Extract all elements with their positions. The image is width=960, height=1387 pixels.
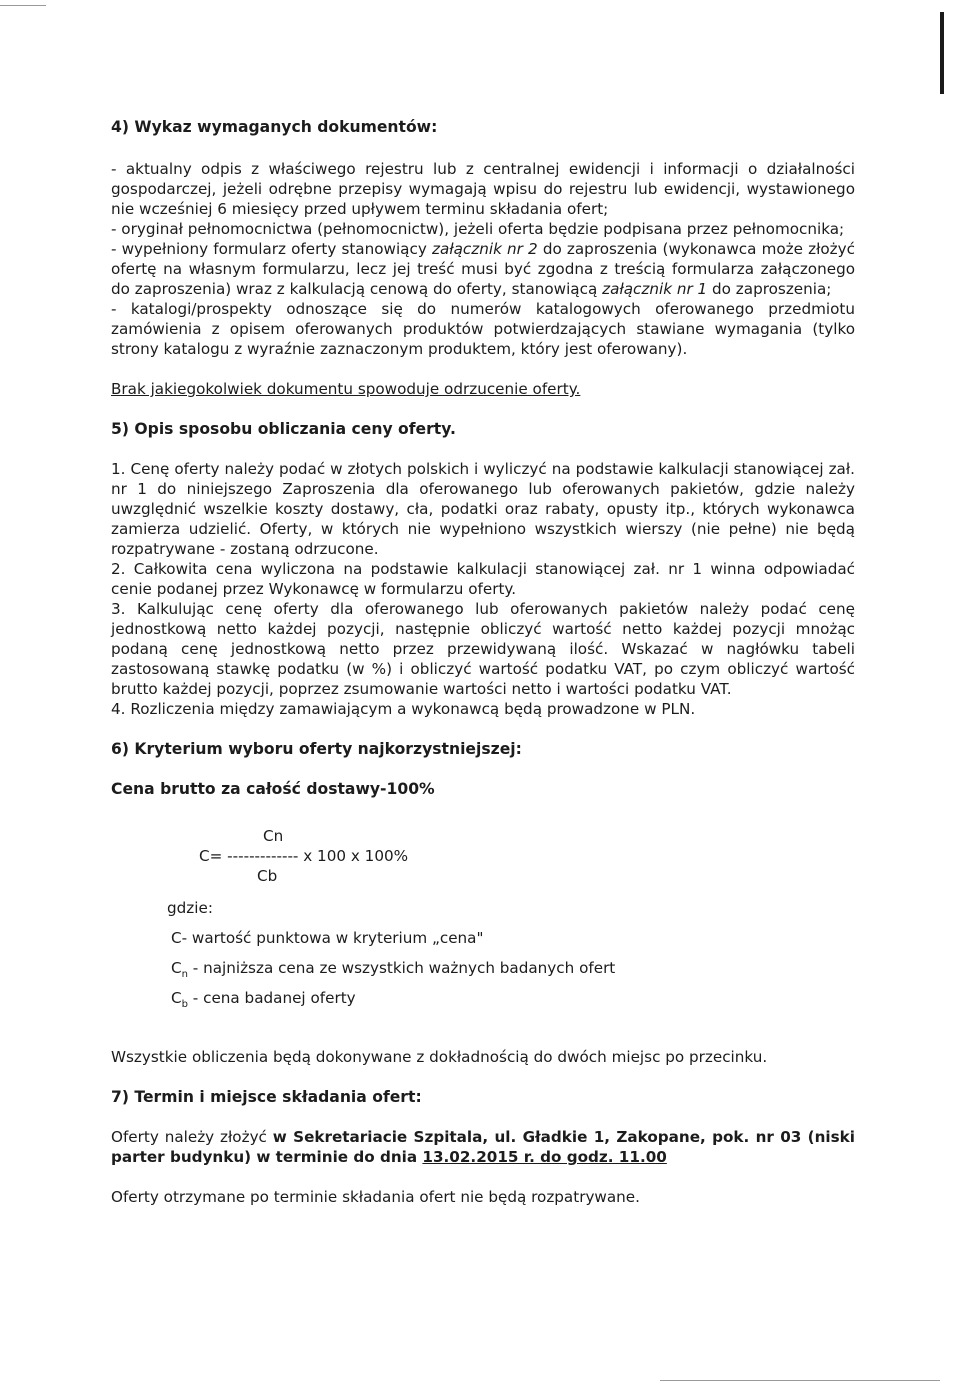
doc-item-power-of-attorney: - oryginał pełnomocnictwa (pełnomocnictw), jeżeli oferta będzie podpisana przez pełnomocnika; (111, 220, 845, 238)
offer-form-text-c: do zaproszenia; (707, 280, 832, 298)
formula-line: C= ------------- x 100 x 100% (199, 847, 409, 865)
price-rule-2: 2. Całkowita cena wyliczona na podstawie kalkulacji stanowiącej zał. nr 1 winna odpowiadać cenie podanej przez Wykonawcę w formularzu oferty. (111, 560, 855, 598)
def-cb-text: - cena badanej oferty (187, 989, 356, 1007)
price-rule-1: 1. Cenę oferty należy podać w złotych polskich i wyliczyć na podstawie kalkulacji stanowiącej zał. nr 1 do niniejszego Zaproszenia dla oferowanego lub oferowanych pakietów, gdzie należy uwzględnić wszelkie koszty dostawy, cła, podatki oraz rabaty, opusty itp., których wykonawca zamierza udzielić. Oferty, w których nie wypełniono wszystkich wierszy (nie pełne) nie będą rozpatrywane - zostaną odrzucone. (111, 460, 855, 558)
attachment-2-ref: załącznik nr 2 (431, 240, 538, 258)
document-body (111, 117, 855, 1207)
price-rule-3: 3. Kalkulując cenę oferty dla oferowanego lub oferowanych pakietów należy podać cenę jednostkową netto każdej pozycji, następnie obliczyć wartość netto każdej pozycji mnożąc podaną cenę jednostkową netto przez przewidywaną ilość. Wskazać w nagłówku tabeli zastosowaną stawkę podatku (w %) i obliczyć wartość podatku VAT, po czym obliczyć wartość brutto każdej pozycji, poprzez zsumowanie wartości netto i wartości podatku VAT. (111, 600, 855, 698)
def-cb-symbol: C (171, 989, 182, 1007)
formula-def-cn (171, 958, 855, 981)
section-5-heading: 5) Opis sposobu obliczania ceny oferty. (111, 420, 456, 438)
def-cn-subscript: n (181, 969, 188, 981)
doc-item-catalogs: - katalogi/prospekty odnoszące się do numerów katalogowych oferowanego przedmiotu zamówienia z opisem oferowanych produktów potwierdzających stawiane wymagania (tylko strony katalogu z wyraźnie zaznaczonym produktem, który jest oferowany). (111, 300, 855, 358)
section-6-heading: 6) Kryterium wyboru oferty najkorzystniejszej: (111, 740, 522, 758)
section-4-heading: 4) Wykaz wymaganych dokumentów: (111, 118, 438, 136)
submission-details (111, 1127, 855, 1167)
attachment-1-ref: załącznik nr 1 (602, 280, 708, 298)
offer-form-text-b: do zaproszenia (wykonawca może złożyć ofertę na własnym formularzu, lecz jej treść musi być zgodna z treścią formularza załączonego do zaproszenia) wraz z kalkulacją cenową do oferty, stanowiącą (111, 240, 855, 298)
doc-item-offer-form (111, 239, 855, 299)
def-cb-subscript: b (181, 999, 188, 1011)
submission-text-a: Oferty należy złożyć (111, 1128, 273, 1146)
late-offers-note: Oferty otrzymane po terminie składania ofert nie będą rozpatrywane. (111, 1188, 640, 1206)
formula-def-c: C- wartość punktowa w kryterium „cena" (171, 929, 484, 947)
formula-def-cb (171, 988, 855, 1011)
formula-numerator: Cn (263, 827, 284, 845)
formula-where-label: gdzie: (167, 899, 213, 917)
price-rule-4: 4. Rozliczenia między zamawiającym a wykonawcą będą prowadzone w PLN. (111, 700, 696, 718)
scan-artifact-bottom (660, 1380, 940, 1381)
price-formula (111, 826, 855, 900)
submission-place: w Sekretariacie Szpitala, ul. Gładkie 1, Zakopane, pok. nr 03 (niski parter budynku) w terminie do dnia (111, 1128, 855, 1166)
def-cn-symbol: C (171, 959, 182, 977)
section-7-heading: 7) Termin i miejsce składania ofert: (111, 1088, 422, 1106)
doc-item-registry-extract: - aktualny odpis z właściwego rejestru lub z centralnej ewidencji i informacji o działalności gospodarczej, jeżeli odrębne przepisy wymagają wpisu do rejestru lub ewidencji, wystawionego nie wcześniej 6 miesięcy przed upływem terminu składania ofert; (111, 160, 855, 218)
formula-denominator: Cb (257, 867, 278, 885)
def-cn-text: - najniższa cena ze wszystkich ważnych badanych ofert (187, 959, 616, 977)
scan-artifact-edge (940, 12, 944, 94)
offer-form-text-a: - wypełniony formularz oferty stanowiący (111, 240, 432, 258)
scan-artifact-top (0, 5, 46, 6)
submission-deadline: 13.02.2015 r. do godz. 11.00 (422, 1148, 667, 1166)
criterion-subheading: Cena brutto za całość dostawy-100% (111, 780, 435, 798)
rounding-note: Wszystkie obliczenia będą dokonywane z dokładnością do dwóch miejsc po przecinku. (111, 1048, 768, 1066)
rejection-warning: Brak jakiegokolwiek dokumentu spowoduje odrzucenie oferty. (111, 380, 581, 398)
